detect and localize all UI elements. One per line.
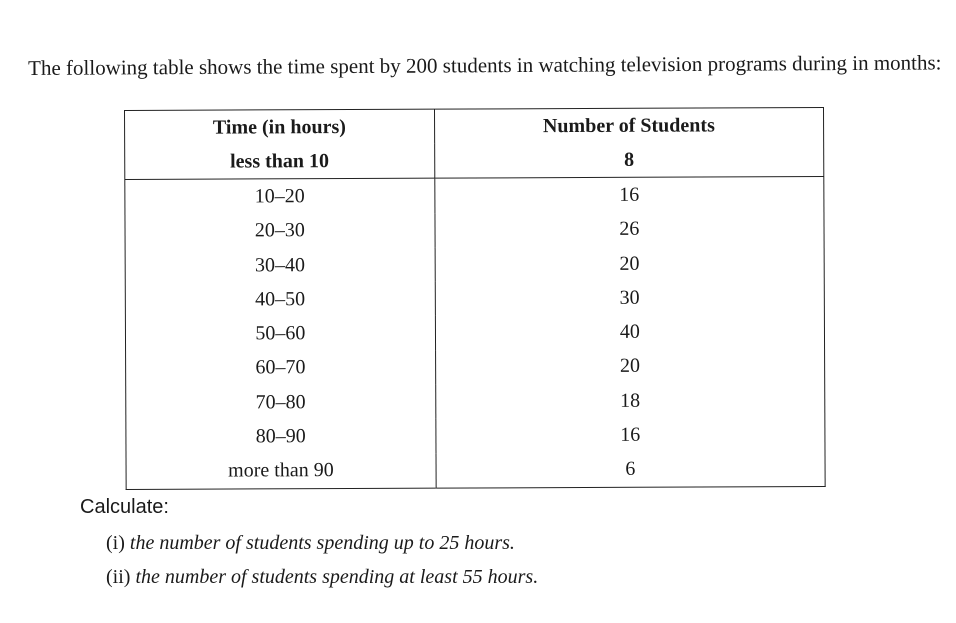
question-item (106, 532, 515, 555)
table-header-row (125, 107, 824, 145)
students-cell: 26 (619, 217, 640, 241)
students-cell: 16 (620, 423, 641, 446)
table-row (126, 452, 825, 490)
time-cell: 20–30 (125, 213, 435, 249)
time-cell: less than 10 (125, 144, 435, 180)
data-table-container (124, 107, 826, 490)
students-cell: 16 (619, 183, 640, 206)
table-row (126, 417, 825, 454)
students-cell: 8 (434, 142, 823, 178)
students-cell: 30 (619, 286, 640, 309)
table-row (125, 246, 824, 283)
problem-intro: The following table shows the time spent by 200 students in watching television programs during in months: (28, 50, 942, 80)
table-row (126, 349, 825, 386)
calculate-label: Calculate: (80, 496, 169, 518)
table-row (125, 177, 824, 215)
table-row (125, 280, 824, 317)
students-cell: 40 (619, 320, 640, 343)
question-item (106, 566, 538, 589)
table-row (125, 212, 824, 249)
students-cell: 20 (619, 355, 640, 378)
table-row (125, 142, 824, 180)
header-students: Number of Students (542, 113, 715, 137)
table-row (126, 383, 825, 420)
students-cell: 6 (625, 458, 636, 481)
time-cell: more than 90 (126, 453, 436, 489)
time-cell: 70–80 (126, 385, 436, 421)
question-text: the number of students spending at least 55 hours. (135, 566, 539, 588)
question-text: the number of students spending up to 25 hours. (129, 532, 515, 554)
table-row (125, 314, 824, 351)
question-number: (i) (106, 532, 125, 554)
students-cell: 18 (620, 389, 641, 412)
header-time: Time (in hours) (125, 109, 435, 145)
time-cell: 50–60 (125, 316, 435, 352)
time-cell: 10–20 (125, 178, 435, 214)
question-number: (ii) (106, 566, 131, 588)
time-cell: 80–90 (126, 419, 436, 455)
students-cell: 20 (619, 252, 640, 275)
time-cell: 60–70 (126, 350, 436, 386)
time-students-table (124, 107, 826, 490)
time-cell: 30–40 (125, 248, 435, 284)
time-cell: 40–50 (125, 282, 435, 318)
